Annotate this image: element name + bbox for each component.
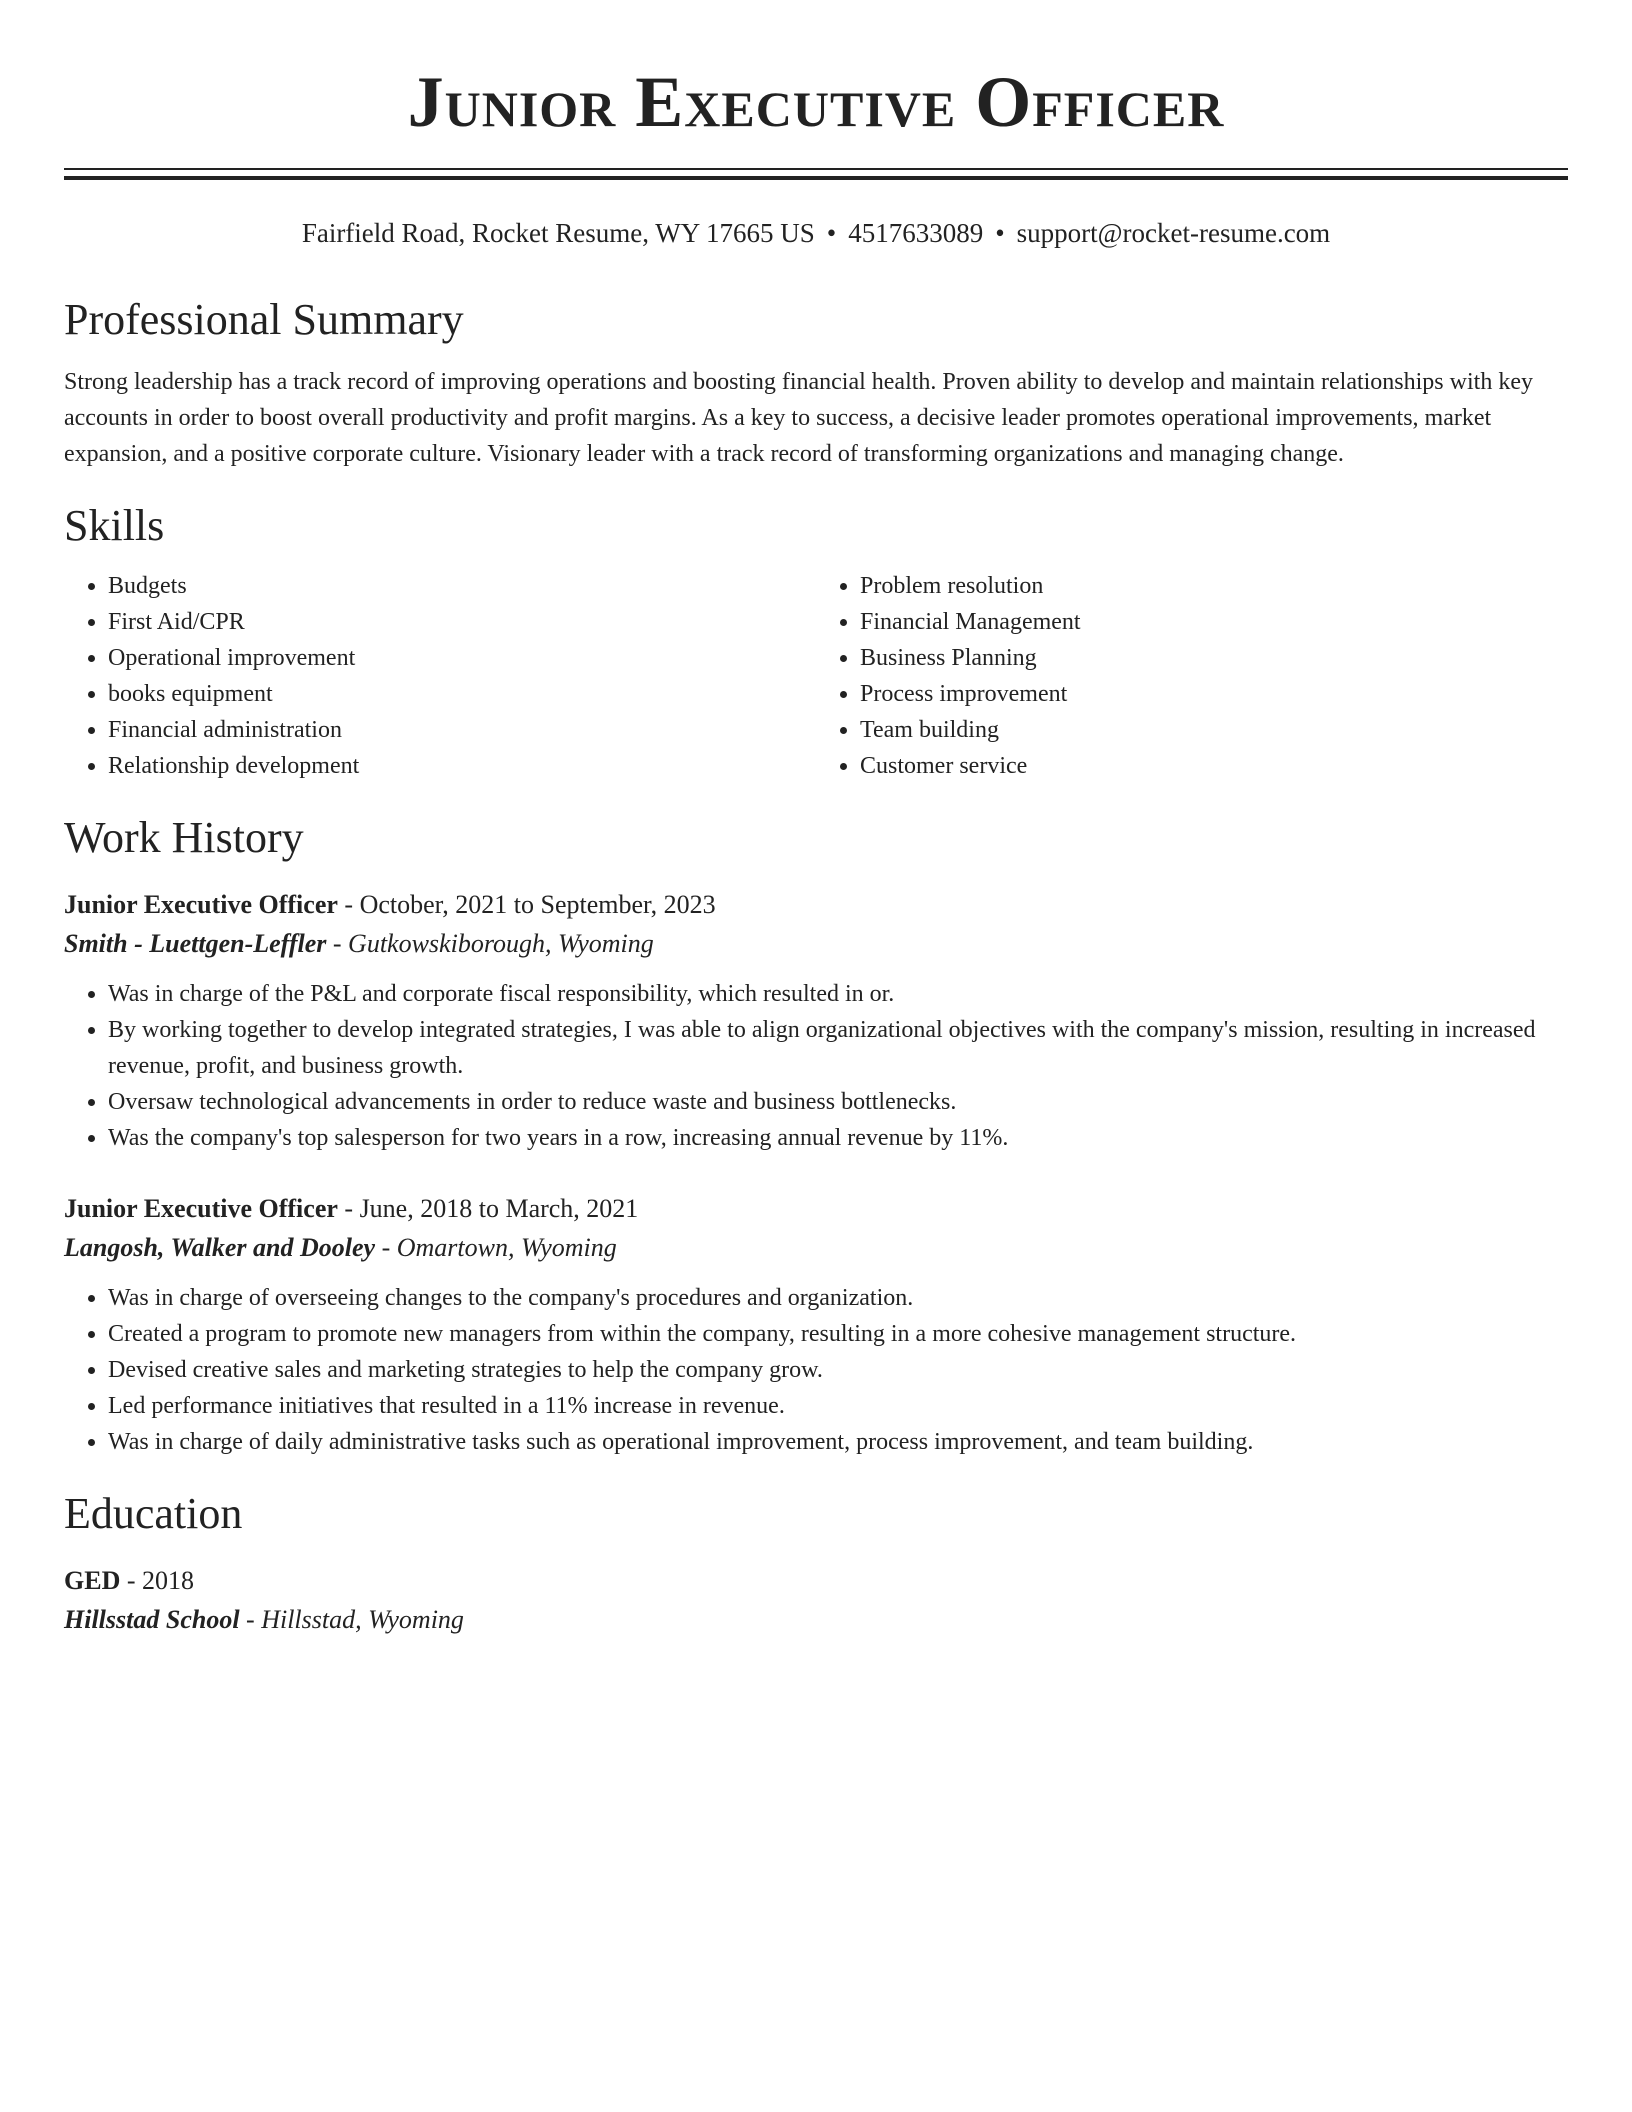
job-title: Junior Executive Officer <box>64 1194 338 1223</box>
school-name: Hillsstad School <box>64 1605 240 1634</box>
contact-email[interactable]: support@rocket-resume.com <box>1016 218 1331 248</box>
skill-item: • Financial Management <box>860 604 1568 640</box>
job-dates: - June, 2018 to March, 2021 <box>337 1194 639 1223</box>
skill-item: • books equipment <box>108 676 816 712</box>
company-name: Smith - Luettgen-Leffler <box>64 929 327 958</box>
company-line <box>64 924 1568 964</box>
job-bullets <box>64 1280 1568 1460</box>
resume-page <box>64 0 1568 1640</box>
degree-year: - 2018 <box>120 1566 195 1595</box>
job-dates: - October, 2021 to September, 2023 <box>337 890 716 919</box>
job-bullet: • Was the company's top salesperson for two years in a row, increasing annual revenue by 11%. <box>108 1120 1568 1156</box>
contact-phone[interactable]: 4517633089 <box>848 218 984 248</box>
skill-item: • Relationship development <box>108 748 816 784</box>
skill-item: • Problem resolution <box>860 568 1568 604</box>
job-entry <box>64 1190 1568 1460</box>
contact-address: Fairfield Road, Rocket Resume, WY 17665 US <box>301 218 815 248</box>
education-entry <box>64 1562 1568 1640</box>
job-bullets <box>64 976 1568 1156</box>
work-history-heading: Work History <box>64 813 304 862</box>
degree: GED <box>64 1566 121 1595</box>
skills-column-right <box>816 568 1568 784</box>
skill-item: • Team building <box>860 712 1568 748</box>
school-location: - Hillsstad, Wyoming <box>239 1605 464 1634</box>
contact-line <box>64 216 1568 250</box>
job-bullet: • By working together to develop integrated strategies, I was able to align organizational objectives with the company's mission, resulting in increased revenue, profit, and business growth. <box>108 1012 1568 1084</box>
school-line <box>64 1600 1568 1640</box>
contact-separator: • <box>826 218 837 248</box>
company-location: - Gutkowskiborough, Wyoming <box>326 929 654 958</box>
company-location: - Omartown, Wyoming <box>375 1233 617 1262</box>
skill-item: • Customer service <box>860 748 1568 784</box>
skills-heading: Skills <box>64 501 165 550</box>
skill-item: • Financial administration <box>108 712 816 748</box>
divider-line-thin <box>64 168 1568 170</box>
skills-list <box>64 568 1568 784</box>
job-bullet: • Devised creative sales and marketing strategies to help the company grow. <box>108 1352 1568 1388</box>
job-title-line <box>64 1190 1568 1228</box>
skill-item: • Operational improvement <box>108 640 816 676</box>
skill-item: • Business Planning <box>860 640 1568 676</box>
summary-heading: Professional Summary <box>64 295 464 344</box>
job-title-line <box>64 886 1568 924</box>
job-bullet: • Oversaw technological advancements in order to reduce waste and business bottlenecks. <box>108 1084 1568 1120</box>
education-heading: Education <box>64 1489 243 1538</box>
job-bullet: • Led performance initiatives that resulted in a 11% increase in revenue. <box>108 1388 1568 1424</box>
skill-item: • Budgets <box>108 568 816 604</box>
job-bullet: • Was in charge of daily administrative tasks such as operational improvement, process improvement, and team building. <box>108 1424 1568 1460</box>
company-line <box>64 1228 1568 1268</box>
skill-item: • First Aid/CPR <box>108 604 816 640</box>
company-name: Langosh, Walker and Dooley <box>64 1233 376 1262</box>
divider-line-thick <box>64 176 1568 180</box>
degree-line <box>64 1562 1568 1600</box>
skill-item: • Process improvement <box>860 676 1568 712</box>
resume-name: Junior Executive Officer <box>407 62 1225 142</box>
job-bullet: • Was in charge of overseeing changes to the company's procedures and organization. <box>108 1280 1568 1316</box>
job-entry <box>64 886 1568 1156</box>
contact-separator: • <box>995 218 1005 248</box>
job-bullet: • Created a program to promote new managers from within the company, resulting in a more cohesive management structure. <box>108 1316 1568 1352</box>
job-bullet: • Was in charge of the P&L and corporate fiscal responsibility, which resulted in or. <box>108 976 1568 1012</box>
job-title: Junior Executive Officer <box>64 890 338 919</box>
skills-column-left <box>64 568 816 784</box>
summary-text: Strong leadership has a track record of improving operations and boosting financial health. Proven ability to develop and maintain relationships with key accounts in order to boost overall productivity and profit margins. As a key to success, a decisive leader promotes operational improvements, market expansion, and a positive corporate culture. Visionary leader with a track record of transforming organizations and managing change. <box>64 369 1533 467</box>
header-divider <box>64 168 1568 180</box>
